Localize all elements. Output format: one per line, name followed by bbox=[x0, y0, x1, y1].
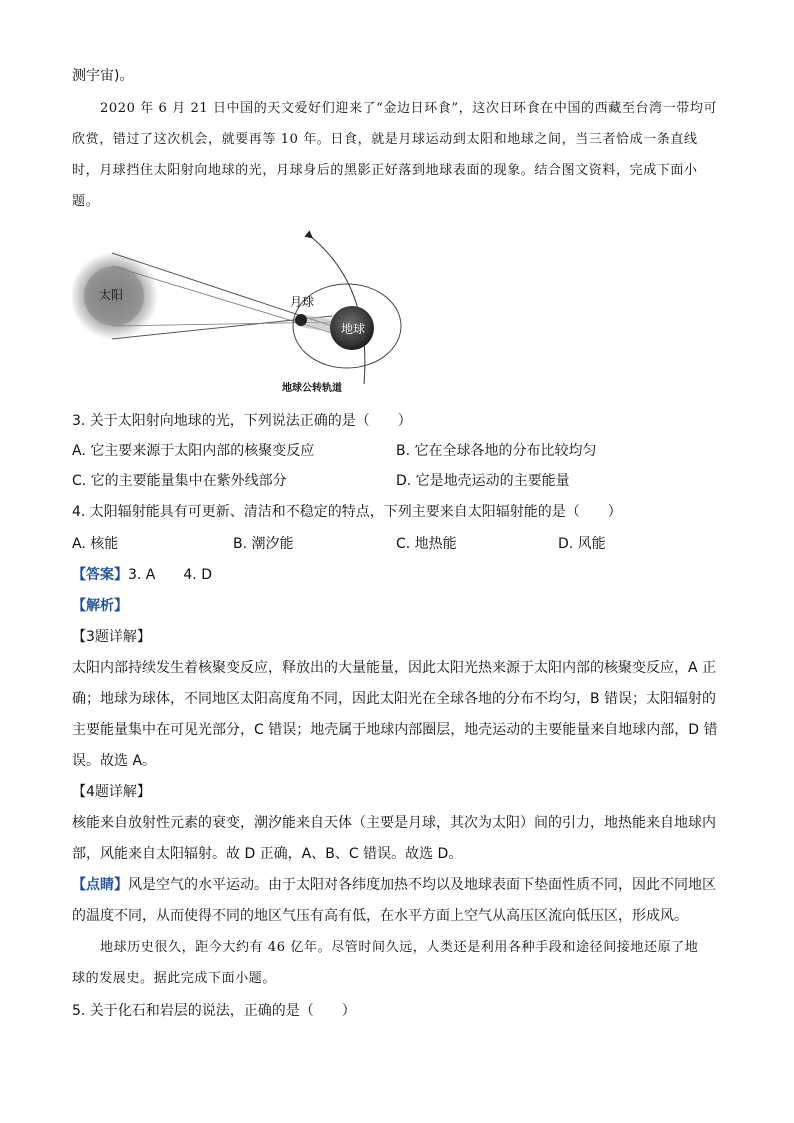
moon-label: 月球 bbox=[290, 295, 315, 309]
option-3b: B. 它在全球各地的分布比较均匀 bbox=[396, 443, 597, 459]
moon-shape bbox=[295, 314, 307, 326]
question-3: 3. 关于太阳射向地球的光，下列说法正确的是（ ） bbox=[72, 413, 412, 429]
detail-3-line: 误。故选 A。 bbox=[72, 753, 157, 769]
option-4c: C. 地热能 bbox=[396, 536, 457, 552]
orbit-label: 地球公转轨道 bbox=[282, 383, 342, 394]
option-3a: A. 它主要来源于太阳内部的核聚变反应 bbox=[72, 443, 315, 459]
option-3d: D. 它是地壳运动的主要能量 bbox=[396, 473, 570, 489]
detail-3-line: 太阳内部持续发生着核聚变反应，释放出的大量能量，因此太阳光热来源于太阳内部的核聚变反应，A 正 bbox=[72, 660, 717, 676]
intro-paragraph-2-line: 球的发展史。据此完成下面小题。 bbox=[72, 971, 277, 986]
detail-4-line: 部，风能来自太阳辐射。故 D 正确，A、B、C 错误。故选 D。 bbox=[72, 846, 463, 862]
detail-3-title: 【3题详解】 bbox=[72, 629, 151, 645]
earth-label: 地球 bbox=[341, 322, 366, 336]
analysis-tag: 【解析】 bbox=[72, 598, 128, 614]
key-point-tag: 【点睛】 bbox=[72, 877, 128, 893]
detail-3-line: 确；地球为球体，不同地区太阳高度角不同，因此太阳光在全球各地的分布不均匀，B 错误；太阳辐射的 bbox=[72, 691, 717, 707]
detail-3-line: 主要能量集中在可见光部分，C 错误；地壳属于地球内部圈层，地壳运动的主要能量来自地球内部，D 错 bbox=[72, 722, 718, 738]
answer-tag: 【答案】 bbox=[72, 567, 128, 583]
key-point-line bbox=[72, 875, 734, 895]
option-4b: B. 潮汐能 bbox=[233, 536, 294, 552]
option-4a: A. 核能 bbox=[72, 536, 119, 552]
detail-4-title: 【4题详解】 bbox=[72, 784, 151, 800]
answer-line bbox=[72, 565, 734, 585]
detail-4-line: 核能来自放射性元素的衰变，潮汐能来自天体（主要是月球，其次为太阳）间的引力，地热能来自地球内 bbox=[72, 815, 716, 831]
text-line: 测宇宙)。 bbox=[72, 68, 134, 84]
intro-paragraph-line: 时，月球挡住太阳射向地球的光，月球身后的黑影正好落到地球表面的现象。结合图文资料，完成下面小 bbox=[72, 163, 698, 178]
solar-eclipse-diagram bbox=[72, 226, 412, 396]
key-point-line: 的温度不同，从而使得不同的地区气压有高有低，在水平方面上空气从高压区流向低压区，形成风。 bbox=[72, 908, 688, 924]
sun-label: 太阳 bbox=[99, 288, 124, 302]
eclipse-svg bbox=[72, 226, 412, 396]
option-3c: C. 它的主要能量集中在紫外线部分 bbox=[72, 473, 287, 489]
answer-values: 3. A 4. D bbox=[128, 567, 212, 583]
key-point-text: 风是空气的水平运动。由于太阳对各纬度加热不均以及地球表面下垫面性质不同，因此不同地区 bbox=[128, 877, 716, 893]
intro-paragraph-line: 2020 年 6 月 21 日中国的天文爱好们迎来了“金边日环食”，这次日环食在中国的西藏至台湾一带均可 bbox=[100, 101, 718, 116]
question-4: 4. 太阳辐射能具有可更新、清洁和不稳定的特点，下列主要来自太阳辐射能的是（ ） bbox=[72, 504, 622, 520]
option-4d: D. 风能 bbox=[558, 536, 606, 552]
intro-paragraph-line: 欣赏，错过了这次机会，就要再等 10 年。日食，就是月球运动到太阳和地球之间，当三者恰成一条直线 bbox=[72, 132, 698, 147]
intro-paragraph-2-line: 地球历史很久，距今大约有 46 亿年。尽管时间久远，人类还是利用各种手段和途径间接地还原了地 bbox=[100, 940, 699, 955]
question-5: 5. 关于化石和岩层的说法，正确的是（ ） bbox=[72, 1003, 356, 1019]
intro-paragraph-line: 题。 bbox=[72, 194, 100, 209]
